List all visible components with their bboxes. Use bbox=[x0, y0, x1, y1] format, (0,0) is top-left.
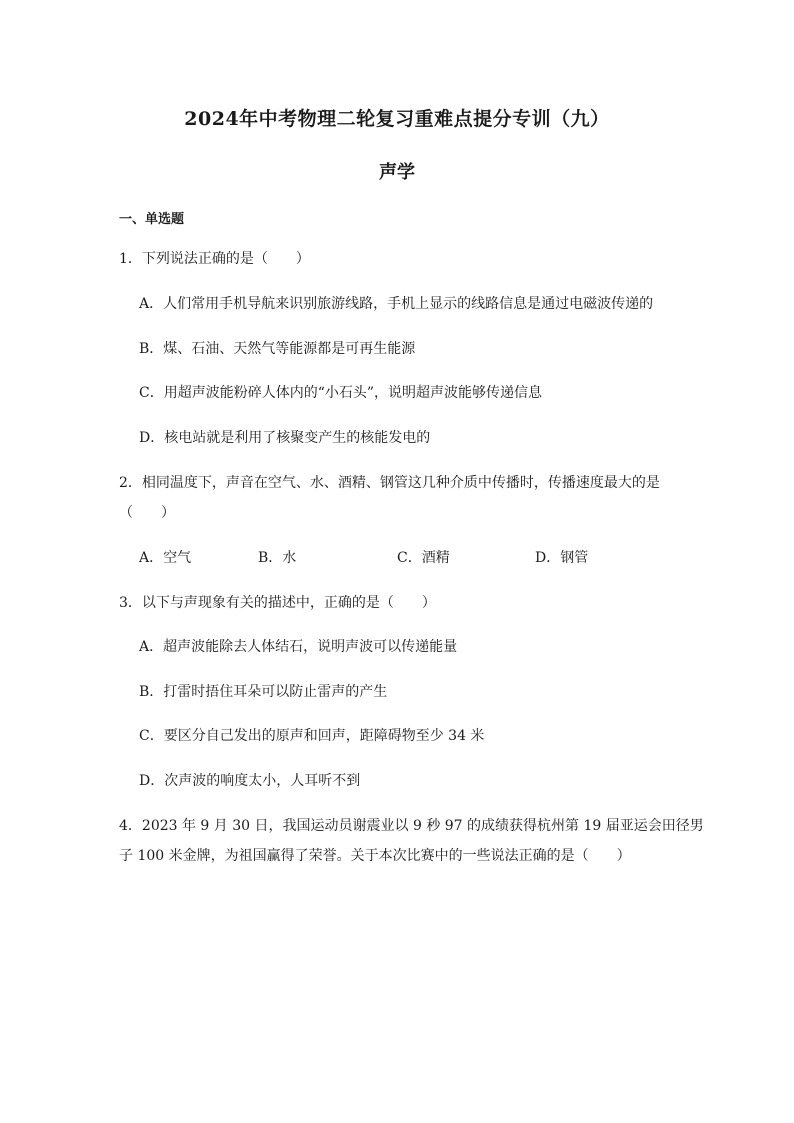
question-2-stem: 2．相同温度下，声音在空气、水、酒精、钢管这几种介质中传播时，传播速度最大的是 bbox=[119, 475, 660, 491]
question-1-stem: 1．下列说法正确的是（ ） bbox=[119, 251, 310, 267]
question-3-option-b: B．打雷时捂住耳朵可以防止雷声的产生 bbox=[139, 684, 388, 700]
question-3-stem: 3．以下与声现象有关的描述中，正确的是（ ） bbox=[119, 595, 436, 611]
question-4-stem-cont: 子 100 米金牌，为祖国赢得了荣誉。关于本次比赛中的一些说法正确的是（ ） bbox=[119, 848, 631, 864]
question-3-option-a: A．超声波能除去人体结石，说明声波可以传递能量 bbox=[139, 639, 458, 655]
question-1-option-b: B．煤、石油、天然气等能源都是可再生能源 bbox=[139, 341, 416, 357]
question-2-option-d: D．钢管 bbox=[535, 550, 589, 566]
question-2-option-c: C．酒精 bbox=[397, 550, 450, 566]
question-3-option-d: D．次声波的响度太小，人耳听不到 bbox=[139, 773, 361, 789]
question-3-option-c: C．要区分自己发出的原声和回声，距障碍物至少 34 米 bbox=[139, 728, 485, 744]
question-2-option-a: A．空气 bbox=[139, 550, 192, 566]
page-title: 2024年中考物理二轮复习重难点提分专训（九） bbox=[184, 108, 610, 130]
question-1-option-d: D．核电站就是利用了核聚变产生的核能发电的 bbox=[139, 430, 431, 446]
page-subtitle: 声学 bbox=[379, 162, 415, 183]
question-2-stem-cont: （ ） bbox=[119, 505, 175, 521]
question-1-option-c: C．用超声波能粉碎人体内的“小石头”，说明超声波能够传递信息 bbox=[139, 385, 543, 401]
question-1-option-a: A．人们常用手机导航来识别旅游线路，手机上显示的线路信息是通过电磁波传递的 bbox=[139, 296, 654, 312]
question-4-stem: 4．2023 年 9 月 30 日，我国运动员谢震业以 9 秒 97 的成绩获得杭州第 19 届亚运会田径男 bbox=[119, 818, 704, 834]
section-heading: 一、单选题 bbox=[119, 212, 185, 227]
question-2-option-b: B．水 bbox=[258, 550, 297, 566]
